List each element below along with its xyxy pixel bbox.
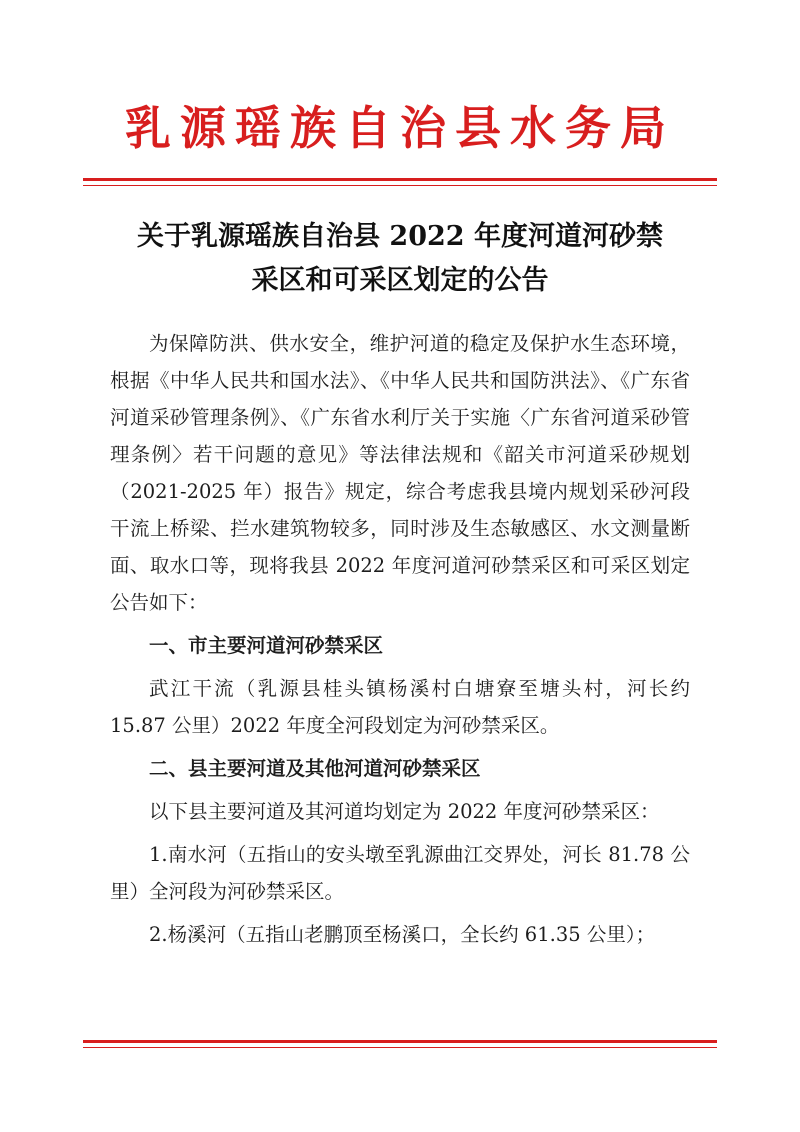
footer-rule-thin [83, 1047, 717, 1048]
intro-paragraph: 为保障防洪、供水安全，维护河道的稳定及保护水生态环境，根据《中华人民共和国水法》、《中华人民共和国防洪法》、《广东省河道采砂管理条例》、《广东省水利厅关于实施〈广东省河道采砂管理条例〉若干问题的意见》等法律法规和《韶关市河道采砂规划（2021-2025 年）报告》规定，综合考虑我县境内规划采砂河段干流上桥梁、拦水建筑物较多，同时涉及生态敏感区、水文测量断面、取水口等，现将我县 2022 年度河道河砂禁采区和可采区划定公告如下： [110, 332, 690, 614]
agency-letterhead: 乳源瑶族自治县水务局 [125, 101, 675, 155]
section-1-paragraph: 武江干流（乳源县桂头镇杨溪村白塘寮至塘头村，河长约 15.87 公里）2022 年度全河段划定为河砂禁采区。 [110, 677, 690, 737]
section-2-paragraph: 以下县主要河道及其河道均划定为 2022 年度河砂禁采区： [149, 800, 660, 823]
title-line-2: 采区和可采区划定的公告 [251, 265, 549, 296]
document-title [83, 215, 717, 303]
letterhead-rule-thick [83, 178, 717, 181]
title-line-1: 关于乳源瑶族自治县 2022 年度河道河砂禁 [137, 221, 663, 252]
list-item-1: 1.南水河（五指山的安头墩至乳源曲江交界处，河长 81.78 公里）全河段为河砂禁采区。 [110, 843, 690, 903]
section-1-heading: 一、市主要河道河砂禁采区 [149, 634, 384, 657]
letterhead-rule-thin [83, 185, 717, 186]
footer-rule-thick [83, 1040, 717, 1043]
list-item-2: 2.杨溪河（五指山老鹏顶至杨溪口，全长约 61.35 公里）； [149, 923, 656, 946]
document-body [110, 325, 690, 953]
section-2-heading: 二、县主要河道及其他河道河砂禁采区 [149, 757, 481, 780]
